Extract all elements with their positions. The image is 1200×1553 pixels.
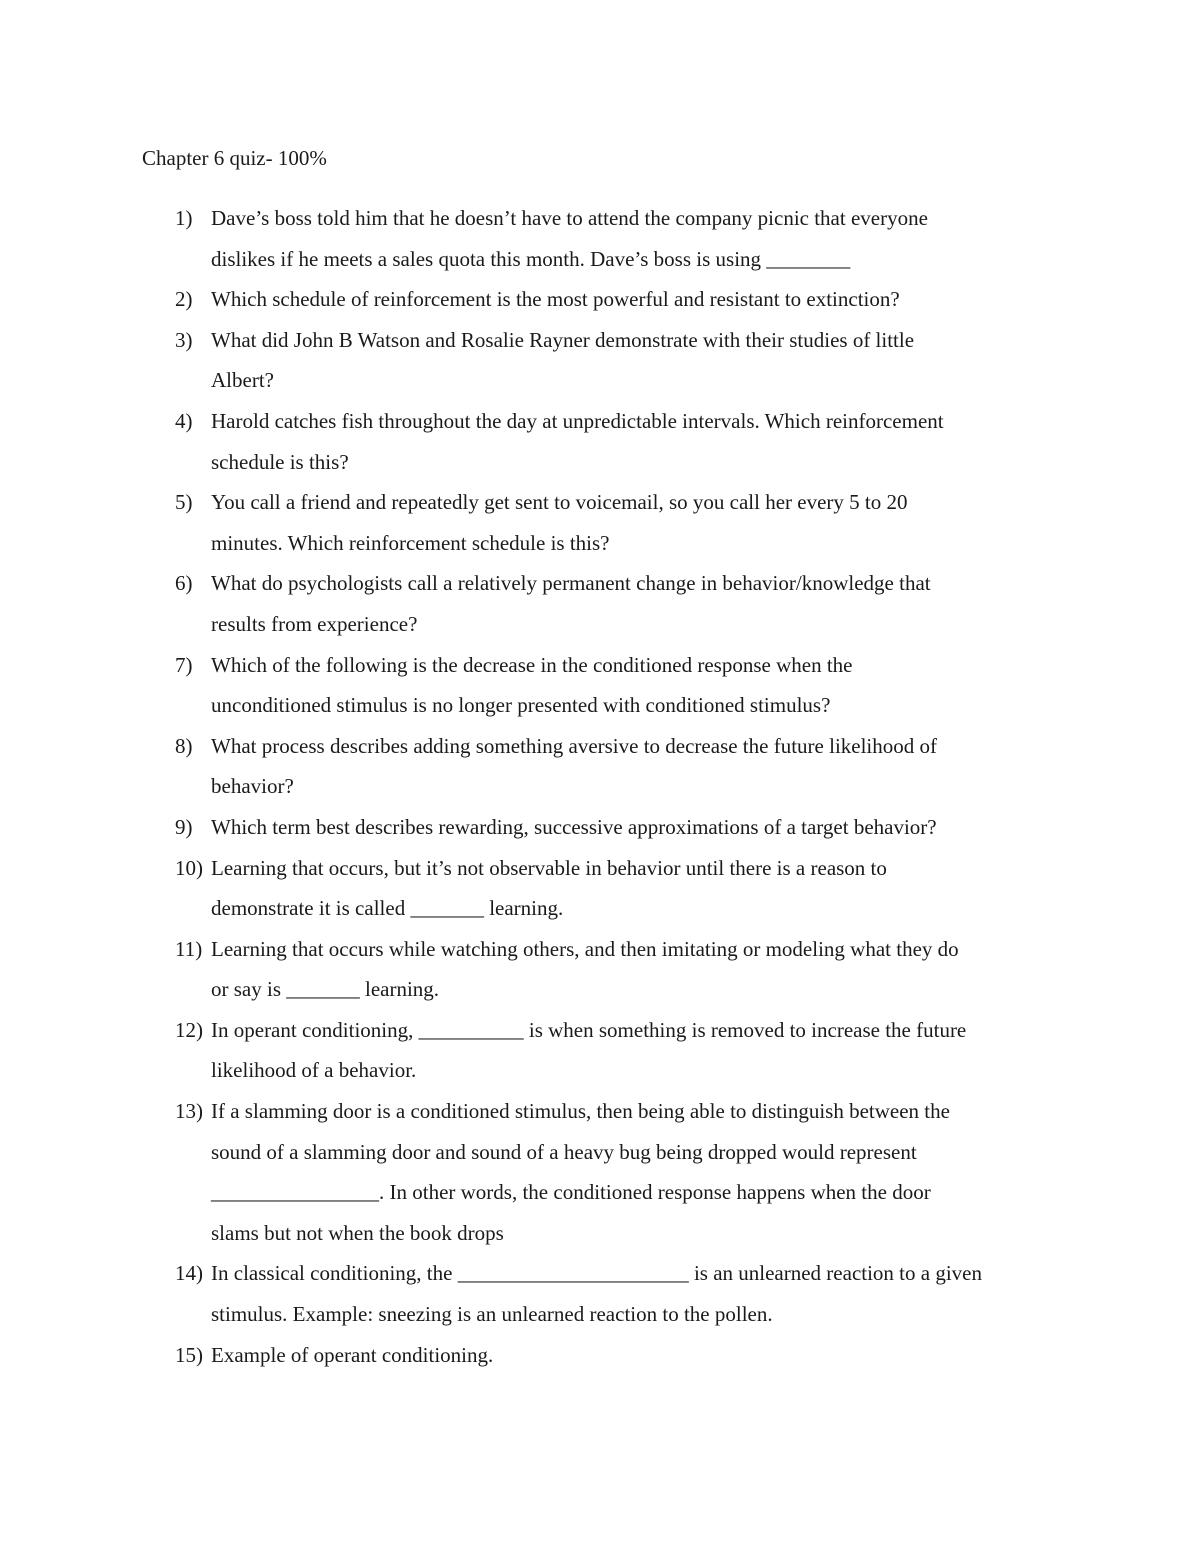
- question-text: [211, 1091, 1061, 1253]
- question-number: 13): [175, 1099, 203, 1124]
- question-line: sound of a slamming door and sound of a heavy bug being dropped would represent: [211, 1139, 917, 1164]
- question-line: behavior?: [211, 774, 294, 799]
- question-item: [0, 1010, 1200, 1091]
- question-text: [211, 482, 1061, 563]
- question-line: Which of the following is the decrease in the conditioned response when the: [211, 652, 853, 677]
- question-line: Harold catches fish throughout the day at unpredictable intervals. Which reinforcement: [211, 408, 944, 433]
- question-text: [211, 929, 1061, 1010]
- question-text: [211, 563, 1061, 644]
- question-item: [0, 482, 1200, 563]
- question-line: slams but not when the book drops: [211, 1220, 504, 1245]
- question-number: 10): [175, 855, 203, 880]
- question-number: 14): [175, 1261, 203, 1286]
- question-line: likelihood of a behavior.: [211, 1058, 417, 1083]
- question-line: Which term best describes rewarding, successive approximations of a target behavior?: [211, 814, 937, 839]
- question-item: [0, 279, 1200, 320]
- question-line: Learning that occurs, but it’s not observable in behavior until there is a reason to: [211, 855, 887, 880]
- question-line: In classical conditioning, the ______________________ is an unlearned reaction to a given: [211, 1261, 982, 1286]
- question-line: schedule is this?: [211, 449, 349, 474]
- question-item: [0, 1335, 1200, 1376]
- question-line: stimulus. Example: sneezing is an unlearned reaction to the pollen.: [211, 1302, 773, 1327]
- question-line: You call a friend and repeatedly get sent to voicemail, so you call her every 5 to 20: [211, 490, 908, 515]
- question-number: 11): [175, 936, 203, 961]
- question-number: 9): [175, 814, 193, 839]
- question-number: 2): [175, 287, 193, 312]
- question-item: [0, 807, 1200, 848]
- question-line: Dave’s boss told him that he doesn’t have to attend the company picnic that everyone: [211, 206, 928, 230]
- question-text: [211, 401, 1061, 482]
- question-line: In operant conditioning, __________ is when something is removed to increase the future: [211, 1017, 967, 1042]
- question-number: 6): [175, 571, 193, 596]
- question-number: 8): [175, 733, 193, 758]
- question-line: unconditioned stimulus is no longer presented with conditioned stimulus?: [211, 693, 831, 718]
- question-item: [0, 198, 1200, 279]
- question-item: [0, 848, 1200, 929]
- question-text: [211, 1335, 1061, 1376]
- question-line: What process describes adding something aversive to decrease the future likelihood of: [211, 733, 938, 758]
- question-line: Example of operant conditioning.: [211, 1342, 494, 1367]
- question-number: 3): [175, 327, 193, 352]
- question-line: Learning that occurs while watching others, and then imitating or modeling what they do: [211, 936, 959, 961]
- question-line: or say is _______ learning.: [211, 977, 440, 1002]
- question-text: [211, 1253, 1061, 1334]
- question-item: [0, 929, 1200, 1010]
- question-line: Which schedule of reinforcement is the most powerful and resistant to extinction?: [211, 287, 900, 312]
- question-text: [211, 848, 1061, 929]
- question-text: [211, 807, 1061, 848]
- question-item: [0, 1253, 1200, 1334]
- question-text: [211, 320, 1061, 401]
- question-item: [0, 563, 1200, 644]
- question-list: [0, 198, 1200, 1375]
- question-line: demonstrate it is called _______ learning.: [211, 896, 564, 921]
- question-item: [0, 645, 1200, 726]
- question-number: 1): [175, 206, 193, 230]
- question-number: 12): [175, 1017, 203, 1042]
- question-item: [0, 320, 1200, 401]
- question-line: minutes. Which reinforcement schedule is this?: [211, 530, 610, 555]
- question-number: 7): [175, 652, 193, 677]
- question-line: What did John B Watson and Rosalie Rayner demonstrate with their studies of little: [211, 327, 915, 352]
- document-title: Chapter 6 quiz- 100%: [142, 146, 327, 170]
- question-item: [0, 726, 1200, 807]
- question-item: [0, 401, 1200, 482]
- question-text: [211, 198, 1061, 279]
- question-line: If a slamming door is a conditioned stimulus, then being able to distinguish between the: [211, 1099, 950, 1124]
- question-text: [211, 726, 1061, 807]
- question-line: ________________. In other words, the conditioned response happens when the door: [211, 1180, 931, 1205]
- question-number: 15): [175, 1342, 203, 1367]
- question-text: [211, 1010, 1061, 1091]
- question-line: What do psychologists call a relatively permanent change in behavior/knowledge that: [211, 571, 931, 596]
- question-text: [211, 645, 1061, 726]
- question-line: dislikes if he meets a sales quota this month. Dave’s boss is using ________: [211, 246, 851, 271]
- question-item: [0, 1091, 1200, 1253]
- question-text: [211, 279, 1061, 320]
- question-number: 5): [175, 490, 193, 515]
- question-line: results from experience?: [211, 611, 418, 636]
- question-line: Albert?: [211, 368, 274, 393]
- question-number: 4): [175, 408, 193, 433]
